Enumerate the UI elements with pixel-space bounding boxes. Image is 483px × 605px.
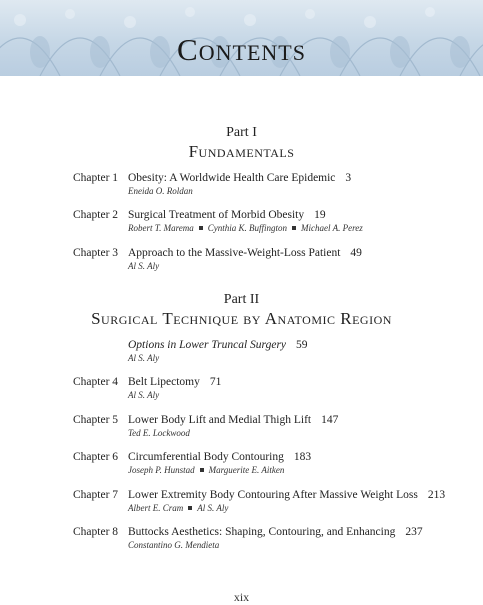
chapter-title[interactable]: Surgical Treatment of Morbid Obesity 19: [128, 209, 326, 221]
chapter-authors: Albert E. Cram Al S. Aly: [128, 503, 229, 513]
toc-entry[interactable]: [0, 451, 483, 481]
part-1-label: Part I: [226, 125, 257, 140]
chapter-number: Chapter 1: [73, 172, 119, 184]
chapter-title[interactable]: Lower Extremity Body Contouring After Massive Weight Loss 213: [128, 489, 446, 501]
chapter-title[interactable]: Obesity: A Worldwide Health Care Epidemic 3: [128, 172, 352, 184]
page-number: 183: [293, 451, 312, 463]
chapter-number: Chapter 6: [73, 451, 119, 463]
chapter-title[interactable]: Belt Lipectomy 71: [128, 376, 222, 388]
page-number: 237: [405, 526, 423, 538]
toc-entry[interactable]: [0, 489, 483, 519]
part-2-title: Surgical Technique by Anatomic Region: [91, 309, 392, 328]
chapter-authors: Al S. Aly: [128, 261, 160, 271]
toc-entry[interactable]: [0, 247, 483, 277]
chapter-title[interactable]: Options in Lower Truncal Surgery 59: [128, 339, 308, 351]
chapter-authors: Al S. Aly: [128, 353, 160, 363]
chapter-authors: Al S. Aly: [128, 390, 160, 400]
chapter-number: Chapter 5: [73, 414, 119, 426]
chapter-number: Chapter 3: [73, 247, 119, 259]
page-number: 49: [350, 247, 362, 259]
part-1-title: Fundamentals: [188, 142, 295, 161]
chapter-authors: Ted E. Lockwood: [128, 428, 190, 438]
toc-entry[interactable]: [0, 414, 483, 444]
author-separator: [199, 226, 203, 230]
toc-entry[interactable]: [0, 209, 483, 239]
page-number: 71: [209, 376, 222, 388]
page-title: Contents: [177, 32, 306, 67]
chapter-title[interactable]: Lower Body Lift and Medial Thigh Lift 147: [128, 414, 339, 426]
chapter-title[interactable]: Buttocks Aesthetics: Shaping, Contouring, and Enhancing 237: [128, 526, 423, 538]
toc-entry[interactable]: [0, 339, 483, 369]
chapter-title[interactable]: Approach to the Massive-Weight-Loss Patient 49: [128, 247, 362, 259]
page-number: 213: [427, 489, 446, 501]
toc-entry[interactable]: [0, 526, 483, 556]
toc-entry[interactable]: [0, 172, 483, 202]
chapter-number: Chapter 8: [73, 526, 119, 538]
chapter-number: Chapter 7: [73, 489, 119, 501]
page-number: 59: [296, 339, 308, 351]
page-number: 19: [314, 209, 326, 221]
page-number: 3: [345, 172, 352, 184]
page-folio: xix: [233, 590, 250, 604]
chapter-title[interactable]: Circumferential Body Contouring 183: [128, 451, 312, 463]
chapter-number: Chapter 4: [73, 376, 119, 388]
chapter-authors: Constantino G. Mendieta: [128, 540, 220, 550]
author-separator: [292, 226, 296, 230]
toc-entry[interactable]: [0, 376, 483, 406]
author-separator: [200, 468, 204, 472]
chapter-authors: Eneida O. Roldan: [128, 186, 193, 196]
chapter-authors: Robert T. Marema Cynthia K. Buffington Michael A. Perez: [128, 223, 363, 233]
author-separator: [188, 506, 192, 510]
chapter-number: Chapter 2: [73, 209, 119, 221]
part-2-label: Part II: [223, 292, 260, 307]
chapter-authors: Joseph P. Hunstad Marguerite E. Aitken: [128, 465, 285, 475]
page-number: 147: [321, 414, 339, 426]
